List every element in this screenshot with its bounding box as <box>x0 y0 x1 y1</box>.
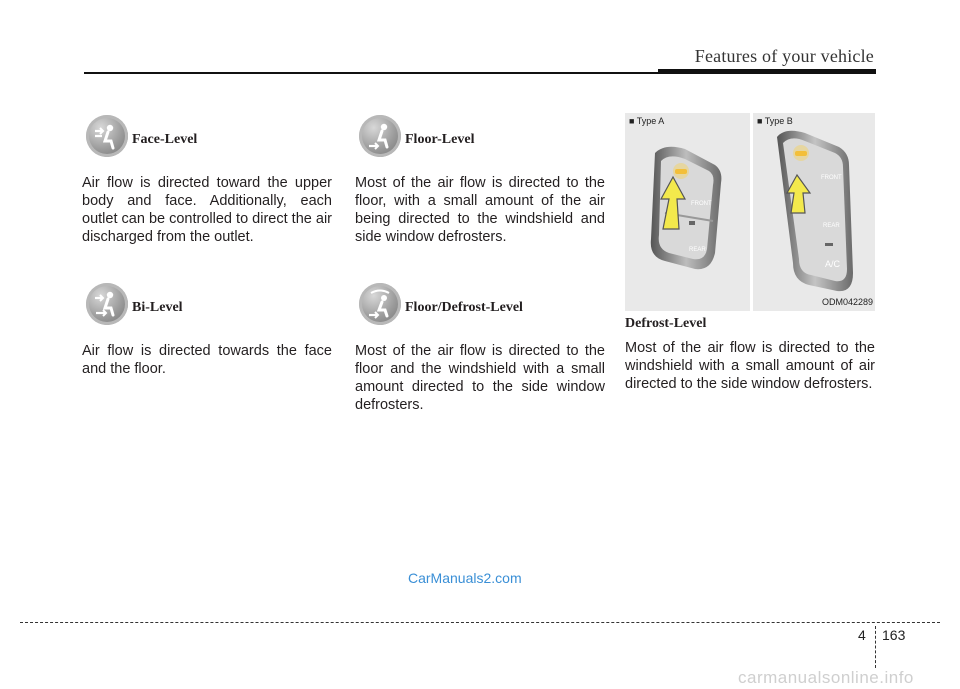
floor-defrost-level-icon <box>359 283 401 325</box>
defrost-button-figure <box>625 113 875 313</box>
section-number: 4 <box>858 627 866 643</box>
footer-rule <box>20 622 940 623</box>
type-b-label: ■ Type B <box>757 116 793 126</box>
defrost-level-text: Most of the air flow is directed to the windshield with a small amount of air directed to the side window defrosters. <box>625 340 875 392</box>
defrost-level-title: Defrost-Level <box>625 316 707 331</box>
floor-level-icon <box>359 115 401 157</box>
face-level-icon <box>86 115 128 157</box>
floor-defrost-level-text: Most of the air flow is directed to the floor and the windshield with a small amount directed to the side window defrosters. <box>355 343 605 413</box>
face-level-text: Air flow is directed toward the upper body and face. Additionally, each outlet can be controlled to direct the air discharged from the outlet. <box>82 175 332 245</box>
floor-level-text: Most of the air flow is directed to the floor, with a small amount of the air being directed to the windshield and side window defrosters. <box>355 175 605 245</box>
rear-label-b: REAR <box>823 223 840 229</box>
column-left <box>82 110 332 378</box>
floor-defrost-level-heading <box>355 278 605 336</box>
bi-level-title: Bi-Level <box>132 300 183 315</box>
column-middle <box>355 110 605 414</box>
page-number: 163 <box>882 627 906 643</box>
rear-label: REAR <box>689 247 706 253</box>
face-level-heading <box>82 110 332 168</box>
bi-level-icon <box>86 283 128 325</box>
bi-level-text: Air flow is directed towards the face and the floor. <box>82 343 332 377</box>
type-a-label: ■ Type A <box>629 116 665 126</box>
floor-level-title: Floor-Level <box>405 132 475 147</box>
floor-level-heading <box>355 110 605 168</box>
watermark-link[interactable]: CarManuals2.com <box>408 570 522 586</box>
bi-level-heading <box>82 278 332 336</box>
header-title: Features of your vehicle <box>694 46 874 66</box>
site-watermark: carmanualsonline.info <box>738 668 914 687</box>
front-label-b: FRONT <box>821 175 842 181</box>
page-separator <box>875 626 876 668</box>
face-level-title: Face-Level <box>132 132 198 147</box>
ac-label: A/C <box>825 259 841 269</box>
floor-defrost-level-title: Floor/Defrost-Level <box>405 300 523 315</box>
type-a-panel <box>625 113 750 311</box>
front-label: FRONT <box>691 201 712 207</box>
header-rule-accent <box>658 69 876 74</box>
type-b-panel <box>753 113 875 311</box>
figure-code: ODM042289 <box>821 297 873 307</box>
